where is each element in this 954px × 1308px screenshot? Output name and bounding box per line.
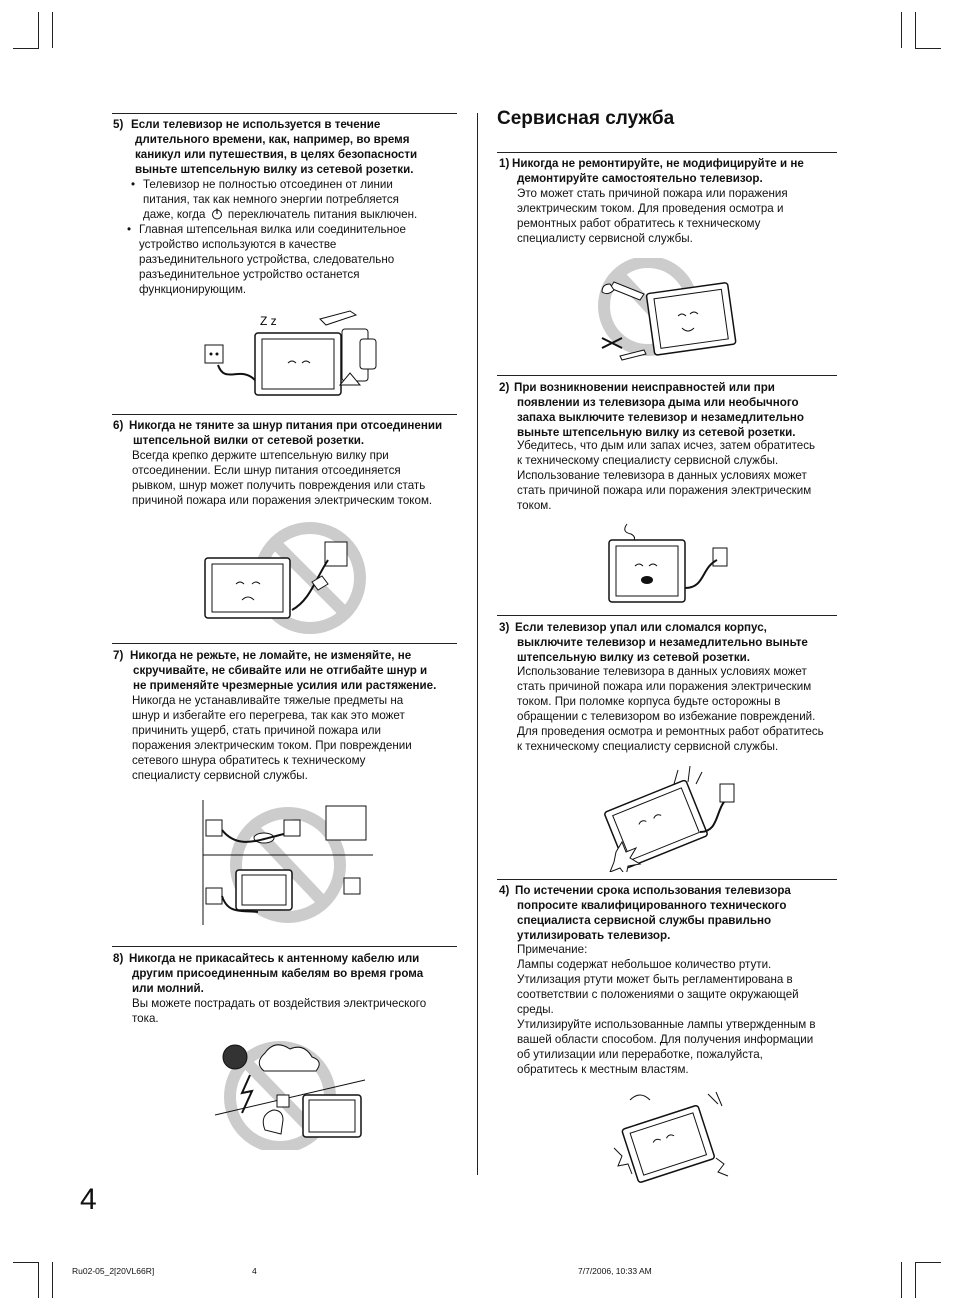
title-line: каникул или путешествия, в целях безопасности: [135, 148, 418, 161]
crop-mark: [38, 12, 39, 48]
body-line: специалисту сервисной службы.: [132, 769, 308, 782]
svg-text:Z z: Z z: [260, 314, 277, 328]
body-line: Утилизация ртути может быть регламентирована в: [517, 973, 793, 986]
body-line: разъединительное устройство останется: [139, 268, 360, 281]
crop-mark: [13, 48, 39, 49]
body-line: к техническому специалисту сервисной службы.: [517, 454, 779, 467]
body-line: • Главная штепсельная вилка или соединительное: [139, 223, 406, 236]
illustration-vacation-unplug: [200, 305, 390, 405]
illustration-lightning-prohibited: [205, 1035, 375, 1150]
illustration-disposal: [608, 1088, 733, 1193]
crop-mark: [901, 1262, 902, 1298]
section-rule: [112, 643, 457, 644]
body-line: [143, 207, 461, 222]
title-line: демонтируйте самостоятельно телевизор.: [517, 172, 763, 185]
title-line: скручивайте, не сбивайте или не отгибайте шнур и: [133, 664, 428, 677]
section-5-title: [131, 117, 417, 177]
crop-mark: [915, 48, 941, 49]
body-line: Никогда не устанавливайте тяжелые предметы на: [132, 694, 404, 707]
body-line: причинить ущерб, стать причиной пожара или: [132, 724, 381, 737]
title-line: выключите телевизор и незамедлительно выньте: [517, 636, 808, 649]
section-number: 6): [113, 419, 124, 432]
title-line: появлении из телевизора дыма или необычного: [517, 396, 799, 409]
title-line: не применяйте чрезмерные усилия или растяжение.: [133, 679, 437, 692]
body-line: разъединительного устройства, следовательно: [139, 253, 395, 266]
body-line: поражения электрическим током. При повреждении: [132, 739, 412, 752]
body-line: к техническому специалисту сервисной службы.: [517, 740, 779, 753]
crop-mark: [52, 12, 53, 48]
bullet-item: [127, 222, 461, 297]
title-line: или молний.: [132, 982, 204, 995]
body-line: среды.: [517, 1003, 554, 1016]
section-rule: [497, 879, 837, 880]
title-line: По истечении срока использования телевизора: [515, 884, 791, 897]
title-line: Никогда не тяните за шнур питания при отсоединении: [129, 419, 443, 432]
illustration-pull-cord-prohibited: [200, 520, 375, 635]
title-line: выньте штепсельную вилку из сетевой розетки.: [517, 426, 796, 439]
body-line: Утилизируйте использованные лампы утвержденным в: [517, 1018, 816, 1031]
body-line: об утилизации или переработке, пожалуйста,: [517, 1048, 763, 1061]
section-2-title: [514, 380, 804, 440]
section-3-title: [515, 620, 808, 665]
illustration-no-self-repair: [590, 258, 750, 373]
section-number: 3): [499, 621, 510, 634]
crop-mark: [915, 12, 916, 48]
body-line: функционирующим.: [139, 283, 247, 296]
body-line: током.: [517, 499, 552, 512]
section-1-title: [512, 156, 804, 186]
section-number: 8): [113, 952, 124, 965]
title-line: Никогда не режьте, не ломайте, не изменяйте, не: [130, 649, 412, 662]
body-line: током. При поломке корпуса будьте осторожны в: [517, 695, 781, 708]
section-rule: [497, 152, 837, 153]
title-line: При возникновении неисправностей или при: [514, 381, 775, 394]
section-rule: [497, 375, 837, 376]
title-line: Если телевизор не используется в течение: [131, 118, 381, 131]
footer-timestamp: 7/7/2006, 10:33 AM: [578, 1266, 652, 1276]
title-line: попросите квалифицированного технического: [517, 899, 787, 912]
body-line: Вы можете пострадать от воздействия электрического: [132, 997, 427, 1010]
body-line: Лампы содержат небольшое количество ртути.: [517, 958, 772, 971]
crop-mark: [915, 1262, 941, 1263]
body-line: устройство используются в качестве: [139, 238, 337, 251]
section-8-body: [132, 996, 426, 1026]
section-number: 2): [499, 381, 510, 394]
body-line: вашей области способом. Для получения информации: [517, 1033, 814, 1046]
body-line: специалисту сервисной службы.: [517, 232, 693, 245]
section-3-body: [517, 664, 824, 754]
section-2-body: [517, 438, 815, 513]
title-line: штепсельной вилки от сетевой розетки.: [133, 434, 365, 447]
section-number: 7): [113, 649, 124, 662]
body-line: электрическим током. Для проведения осмотра и: [517, 202, 784, 215]
title-line: запаха выключите телевизор и незамедлительно: [517, 411, 804, 424]
section-7-body: [132, 693, 412, 783]
body-text: даже, когда: [143, 208, 206, 221]
body-line: Это может стать причиной пожара или поражения: [517, 187, 788, 200]
illustration-fallen-tv: [598, 762, 748, 872]
body-line: рывком, шнур может получить повреждения или стать: [132, 479, 426, 492]
body-line: Примечание:: [517, 943, 588, 956]
section-6-body: [132, 448, 432, 508]
section-rule: [112, 113, 457, 114]
title-line: другим присоединенным кабелям во время грома: [132, 967, 424, 980]
section-5-bullets: [131, 177, 461, 297]
body-line: питания, так как немного энергии потребляется: [143, 193, 399, 206]
bullet-item: [131, 177, 461, 222]
body-line: шнур и избегайте его перегрева, так как это может: [132, 709, 405, 722]
section-1-body: [517, 186, 788, 246]
section-7-title: [130, 648, 436, 693]
body-line: стать причиной пожара или поражения электрическим: [517, 680, 812, 693]
title-line: Если телевизор упал или сломался корпус,: [515, 621, 767, 634]
title-line: штепсельную вилку из сетевой розетки.: [517, 651, 750, 664]
section-number: 4): [499, 884, 510, 897]
body-line: стать причиной пожара или поражения электрическим: [517, 484, 812, 497]
body-line: отсоединении. Если шнур питания отсоединяется: [132, 464, 401, 477]
footer-file-id: Ru02-05_2[20VL66R]: [72, 1266, 155, 1276]
section-8-title: [129, 951, 423, 996]
body-text: переключатель питания выключен.: [227, 208, 418, 221]
illustration-smoke-unplug: [605, 518, 735, 608]
body-line: Использование телевизора в данных условиях может: [517, 469, 807, 482]
page-title: Сервисная служба: [497, 108, 675, 129]
crop-mark: [38, 1262, 39, 1298]
title-line: утилизировать телевизор.: [517, 929, 671, 942]
body-line: причиной пожара или поражения электрическим током.: [132, 494, 433, 507]
crop-mark: [52, 1262, 53, 1298]
title-line: специалиста сервисной службы правильно: [517, 914, 772, 927]
body-line: сетевого шнура обратитесь к техническому: [132, 754, 366, 767]
body-line: ремонтных работ обратитесь к техническому: [517, 217, 761, 230]
crop-mark: [901, 12, 902, 48]
column-divider: [477, 113, 478, 1175]
power-icon: [211, 208, 223, 220]
crop-mark: [915, 1262, 916, 1298]
section-number: 5): [113, 118, 124, 131]
body-line: обращении с телевизором во избежание повреждений.: [517, 710, 816, 723]
title-line: длительного времени, как, например, во время: [135, 133, 410, 146]
body-line: тока.: [132, 1012, 159, 1025]
section-number: 1): [499, 157, 510, 170]
body-line: обратитесь к местным властям.: [517, 1063, 689, 1076]
section-4-title: [515, 883, 791, 943]
body-line: Использование телевизора в данных условиях может: [517, 665, 807, 678]
title-line: Никогда не ремонтируйте, не модифицируйте и не: [512, 157, 804, 170]
body-line: • Телевизор не полностью отсоединен от линии: [143, 178, 393, 191]
crop-mark: [13, 1262, 39, 1263]
body-line: Для проведения осмотра и ремонтных работ обратитесь: [517, 725, 824, 738]
body-line: Всегда крепко держите штепсельную вилку при: [132, 449, 389, 462]
section-6-title: [129, 418, 442, 448]
section-rule: [497, 615, 837, 616]
body-line: соответствии с положениями о защите окружающей: [517, 988, 799, 1001]
footer-page: 4: [252, 1266, 257, 1276]
title-line: Никогда не прикасайтесь к антенному кабелю или: [129, 952, 420, 965]
section-rule: [112, 946, 457, 947]
page-number: 4: [80, 1183, 97, 1216]
illustration-cord-damage-prohibited: [198, 800, 388, 925]
body-line: Убедитесь, что дым или запах исчез, затем обратитесь: [517, 439, 816, 452]
section-rule: [112, 414, 457, 415]
section-4-body: [517, 942, 816, 1077]
title-line: выньте штепсельную вилку из сетевой розетки.: [135, 163, 414, 176]
